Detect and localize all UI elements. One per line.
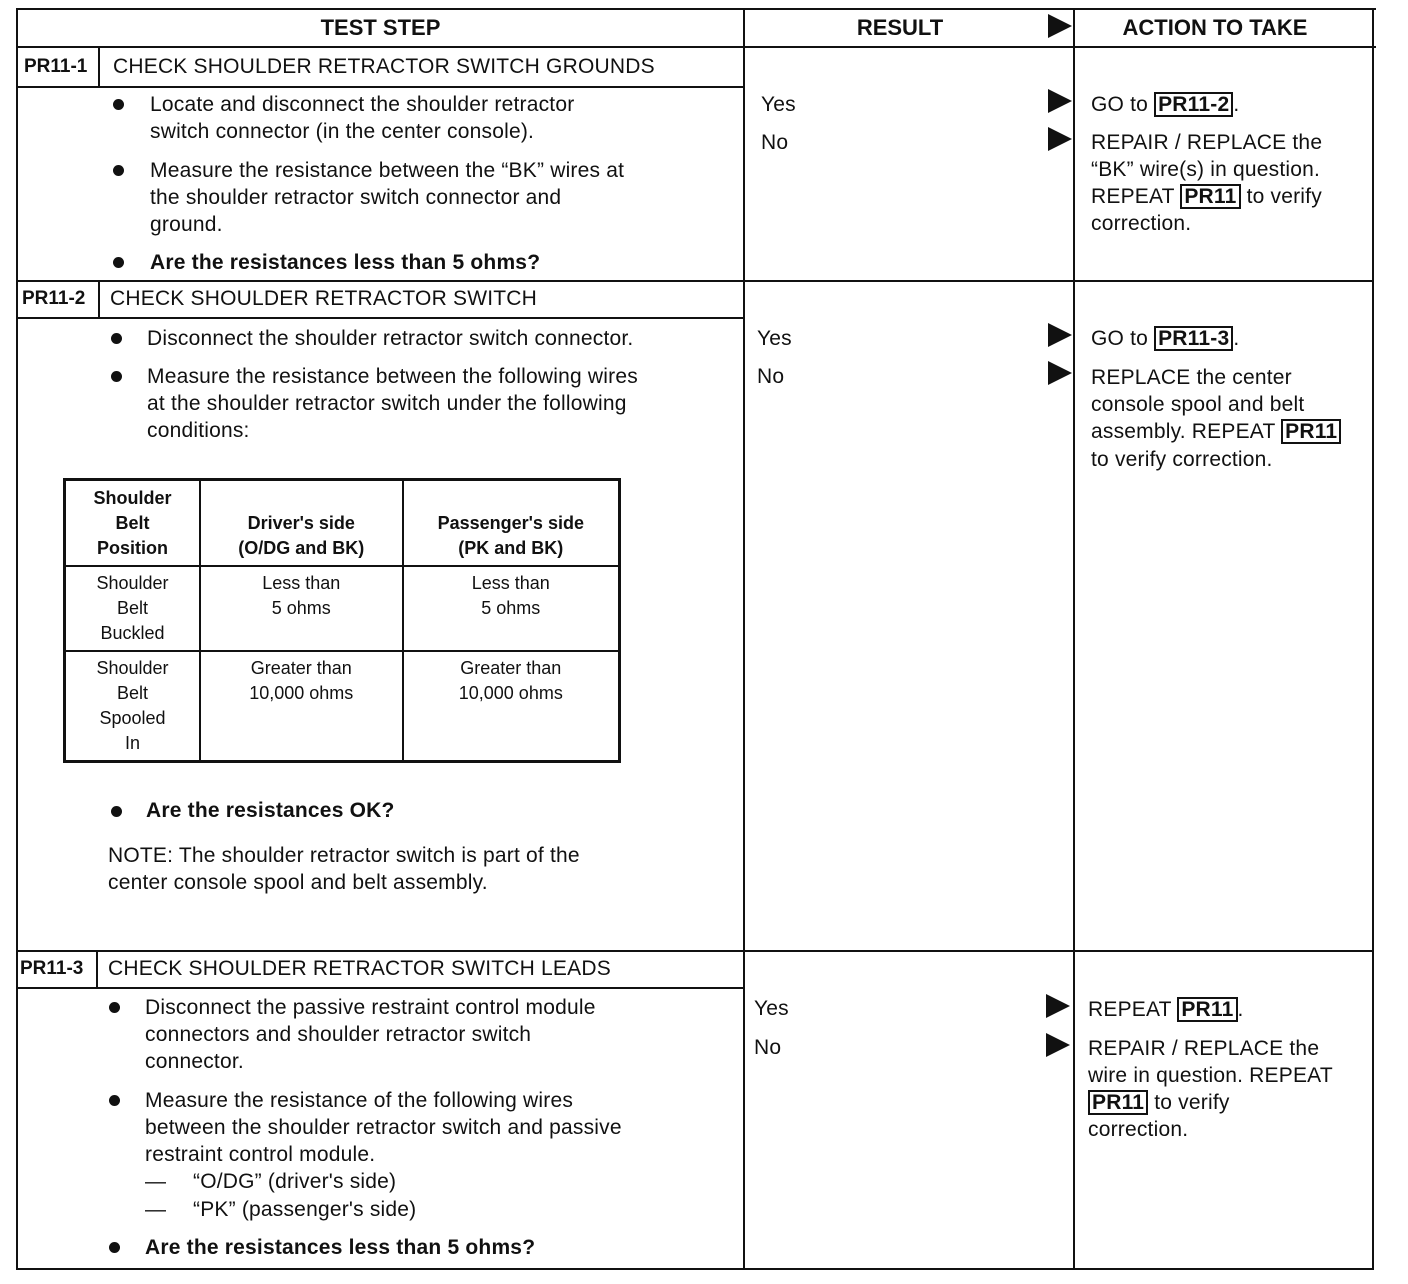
table-left-border	[16, 8, 18, 1270]
step1-result-yes: Yes	[761, 93, 796, 116]
step2-note-line2: center console spool and belt assembly.	[108, 871, 488, 894]
step1-action-yes: GO to PR11-2 .	[1091, 93, 1240, 116]
table-right-border	[1372, 8, 1374, 1270]
step2-action-no-line3: assembly. REPEAT PR11	[1091, 418, 1341, 445]
step-reference-box: PR11	[1177, 997, 1237, 1022]
step1-action-no-line1: REPAIR / REPLACE the	[1091, 131, 1323, 154]
step2-action-no-line4: to verify correction.	[1091, 448, 1273, 471]
step3-dash-item1: “O/DG” (driver's side)	[193, 1170, 397, 1193]
bullet-icon	[109, 1002, 120, 1013]
step1-code-divider	[98, 48, 100, 86]
step2-action-no-line2: console spool and belt	[1091, 393, 1305, 416]
dash-icon: —	[145, 1170, 167, 1193]
step2-note-line1: NOTE: The shoulder retractor switch is part of the	[108, 844, 580, 867]
step3-action-no-line4: correction.	[1088, 1118, 1189, 1141]
arrow-icon	[1048, 361, 1072, 385]
step1-action-no-line4: correction.	[1091, 212, 1192, 235]
step3-bullet1-line1: Disconnect the passive restraint control module	[145, 996, 596, 1019]
step3-action-no-line3: PR11 to verify	[1088, 1089, 1230, 1116]
step1-bullet2-line1: Measure the resistance between the “BK” wires at	[150, 159, 625, 182]
table-cell: Less than 5 ohms	[403, 566, 620, 651]
step3-bullet2-line1: Measure the resistance of the following wires	[145, 1089, 574, 1112]
step3-code: PR11-3	[20, 958, 84, 979]
step1-question: Are the resistances less than 5 ohms?	[150, 251, 541, 274]
step2-bullet1-line1: Disconnect the shoulder retractor switch connector.	[147, 327, 634, 350]
header-result: RESULT	[856, 15, 944, 40]
step3-action-yes: REPEAT PR11 .	[1088, 998, 1244, 1021]
step3-action-no-line1: REPAIR / REPLACE the	[1088, 1037, 1320, 1060]
step2-bullet2-line2: at the shoulder retractor switch under the following	[147, 392, 627, 415]
arrow-icon	[1046, 994, 1070, 1018]
bullet-icon	[111, 806, 122, 817]
table-header-cell: Passenger's side (PK and BK)	[403, 480, 620, 567]
step1-bullet1-line1: Locate and disconnect the shoulder retractor	[150, 93, 575, 116]
step1-result-no: No	[761, 131, 789, 154]
table-header-cell: Driver's side (O/DG and BK)	[200, 480, 403, 567]
header-arrow-icon	[1048, 14, 1072, 38]
step2-code-divider	[98, 282, 100, 317]
arrow-icon	[1048, 89, 1072, 113]
step3-code-divider	[96, 952, 98, 987]
step1-title: CHECK SHOULDER RETRACTOR SWITCH GROUNDS	[113, 55, 655, 78]
table-cell: Greater than 10,000 ohms	[403, 651, 620, 762]
bullet-icon	[113, 257, 124, 268]
step3-bullet2-line3: restraint control module.	[145, 1143, 376, 1166]
step2-result-yes: Yes	[757, 327, 792, 350]
step3-result-no: No	[754, 1036, 782, 1059]
resistance-conditions-table	[63, 478, 621, 763]
step3-bullet1-line3: connector.	[145, 1050, 244, 1073]
step2-action-no-line1: REPLACE the center	[1091, 366, 1292, 389]
dash-icon: —	[145, 1198, 167, 1221]
arrow-icon	[1048, 323, 1072, 347]
bullet-icon	[111, 371, 122, 382]
result-action-divider	[1073, 8, 1075, 1270]
step1-bullet1-line2: switch connector (in the center console).	[150, 120, 535, 143]
table-cell: Greater than 10,000 ohms	[200, 651, 403, 762]
table-row	[65, 651, 620, 762]
step2-bullet2-line3: conditions:	[147, 419, 250, 442]
step3-result-yes: Yes	[754, 997, 789, 1020]
step2-title-underline	[16, 317, 745, 319]
step-reference-box: PR11-3	[1154, 326, 1233, 351]
step2-title: CHECK SHOULDER RETRACTOR SWITCH	[110, 287, 538, 310]
bullet-icon	[109, 1242, 120, 1253]
step2-bullet2-line1: Measure the resistance between the following wires	[147, 365, 638, 388]
step-reference-box: PR11	[1180, 184, 1240, 209]
step1-title-underline	[16, 86, 745, 88]
step3-action-no-line2: wire in question. REPEAT	[1088, 1064, 1333, 1087]
table-header-row	[65, 480, 620, 567]
step3-title-underline	[16, 987, 745, 989]
table-cell: Shoulder Belt Buckled	[65, 566, 200, 651]
bullet-icon	[113, 165, 124, 176]
test-result-divider	[743, 8, 745, 1270]
header-test-step: TEST STEP	[320, 15, 441, 40]
step1-code: PR11-1	[24, 56, 88, 77]
header-bottom-border	[16, 46, 1376, 48]
step2-action-yes: GO to PR11-3 .	[1091, 327, 1240, 350]
step-reference-box: PR11	[1088, 1090, 1148, 1115]
step3-bullet2-line2: between the shoulder retractor switch and passive	[145, 1116, 622, 1139]
arrow-icon	[1048, 127, 1072, 151]
step1-action-no-line3: REPEAT PR11 to verify	[1091, 185, 1322, 208]
step2-question: Are the resistances OK?	[146, 799, 395, 822]
step2-result-no: No	[757, 365, 785, 388]
step3-bullet1-line2: connectors and shoulder retractor switch	[145, 1023, 532, 1046]
table-top-border	[16, 8, 1376, 10]
header-action: ACTION TO TAKE	[1122, 15, 1308, 40]
step3-title: CHECK SHOULDER RETRACTOR SWITCH LEADS	[108, 957, 611, 980]
table-bottom-border	[16, 1268, 1374, 1270]
step3-dash-item2: “PK” (passenger's side)	[193, 1198, 417, 1221]
step-reference-box: PR11	[1281, 419, 1341, 444]
step2-code: PR11-2	[22, 288, 86, 309]
step-separator-1	[16, 280, 1374, 282]
step3-question: Are the resistances less than 5 ohms?	[145, 1236, 536, 1259]
step1-action-no-line2: “BK” wire(s) in question.	[1091, 158, 1321, 181]
step-reference-box: PR11-2	[1154, 92, 1233, 117]
bullet-icon	[109, 1095, 120, 1106]
table-cell: Shoulder Belt Spooled In	[65, 651, 200, 762]
bullet-icon	[113, 99, 124, 110]
step1-bullet2-line2: the shoulder retractor switch connector and	[150, 186, 562, 209]
step-separator-2	[16, 950, 1374, 952]
table-header-cell: Shoulder Belt Position	[65, 480, 200, 567]
bullet-icon	[111, 333, 122, 344]
arrow-icon	[1046, 1033, 1070, 1057]
table-cell: Less than 5 ohms	[200, 566, 403, 651]
table-row	[65, 566, 620, 651]
step1-bullet2-line3: ground.	[150, 213, 223, 236]
